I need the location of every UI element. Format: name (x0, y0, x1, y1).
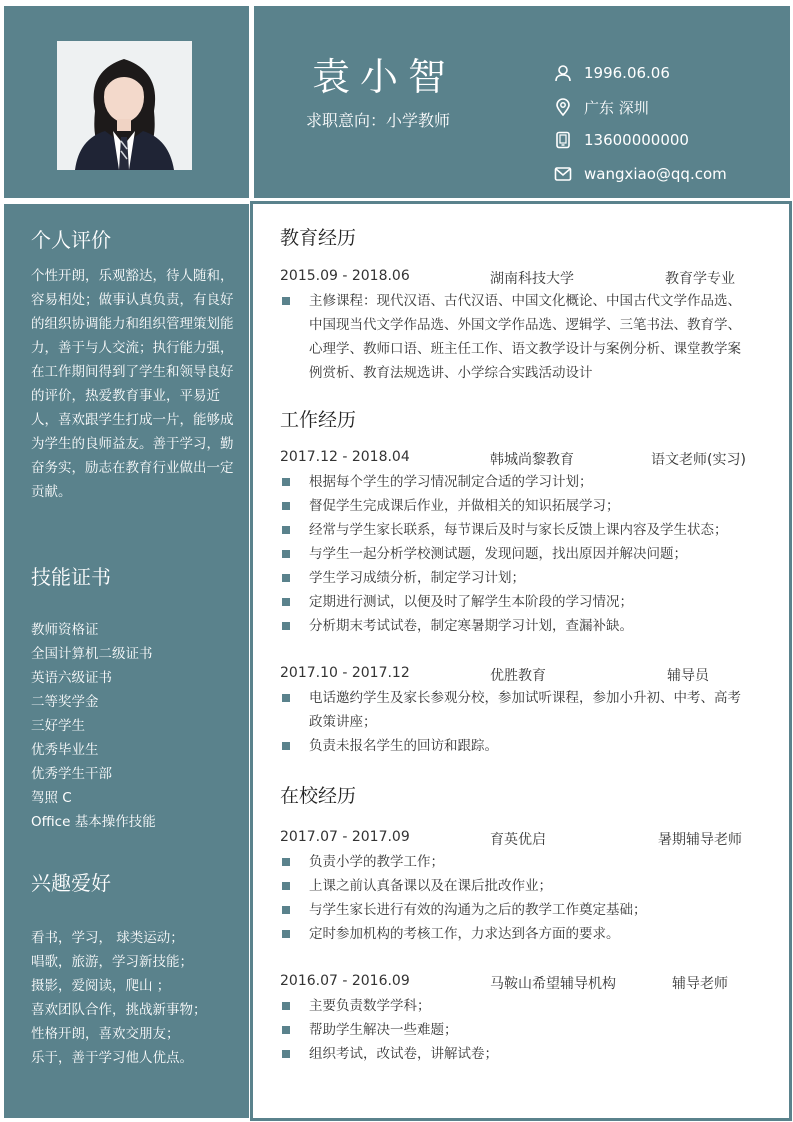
school-entry-header (280, 829, 750, 849)
skill-item: Office 基本操作技能 (31, 814, 156, 830)
phone-icon (554, 131, 572, 149)
skills-list (31, 618, 156, 834)
email-text: wangxiao@qq.com (584, 165, 727, 183)
list-item: 与学生家长进行有效的沟通为之后的教学工作奠定基础； (282, 898, 752, 922)
list-item: 主修课程：现代汉语、古代汉语、中国文化概论、中国古代文学作品选、中国现当代文学作品选、外国文学作品选、逻辑学、三笔书法、教育学、心理学、教师口语、班主任工作、语文教学设计与案例分析、课堂教学案例赏析、教育法规选讲、小学综合实践活动设计 (282, 289, 752, 385)
entry-period: 2017.07 - 2017.09 (280, 829, 410, 845)
contact-birthdate (554, 61, 670, 85)
sidebar (4, 204, 249, 1118)
skill-item: 二等奖学金 (31, 694, 99, 710)
header-panel (254, 6, 790, 198)
avatar (57, 41, 192, 170)
list-item: 负责小学的教学工作； (282, 850, 752, 874)
contact-location (554, 95, 649, 119)
skill-item: 英语六级证书 (31, 670, 112, 686)
entry-org: 育英优启 (490, 832, 546, 848)
location-text: 广东 深圳 (584, 98, 649, 117)
list-item: 主要负责数学学科； (282, 994, 752, 1018)
skill-item: 优秀毕业生 (31, 742, 99, 758)
list-item: 组织考试，改试卷，讲解试卷； (282, 1042, 752, 1066)
skill-item: 全国计算机二级证书 (31, 646, 153, 662)
skill-item: 驾照 C (31, 790, 72, 806)
hobby-item: 看书，学习， 球类运动； (31, 930, 184, 946)
school-entry-header (280, 973, 750, 993)
list-item: 学生学习成绩分析，制定学习计划； (282, 566, 752, 590)
hobbies-list (31, 926, 207, 1070)
hobby-item: 摄影，爱阅读，爬山 ； (31, 978, 171, 994)
contact-phone (554, 128, 689, 152)
phone-text: 13600000000 (584, 131, 689, 149)
list-item: 督促学生完成课后作业，并做相关的知识拓展学习； (282, 494, 752, 518)
work-title: 工作经历 (280, 409, 357, 431)
hobbies-title: 兴趣爱好 (31, 871, 111, 895)
school-bullets (282, 850, 752, 946)
entry-role: 暑期辅导老师 (658, 832, 742, 848)
entry-period: 2017.10 - 2017.12 (280, 665, 410, 681)
entry-role: 辅导员 (667, 668, 709, 684)
candidate-name: 袁小智 (312, 55, 457, 99)
education-title: 教育经历 (280, 227, 357, 249)
entry-org: 湖南科技大学 (490, 271, 574, 287)
birthdate-text: 1996.06.06 (584, 64, 670, 82)
skill-item: 优秀学生干部 (31, 766, 112, 782)
work-bullets (282, 686, 752, 758)
work-entry-header (280, 449, 750, 469)
entry-period: 2016.07 - 2016.09 (280, 973, 410, 989)
entry-period: 2017.12 - 2018.04 (280, 449, 410, 465)
hobby-item: 性格开朗，喜欢交朋友； (31, 1026, 180, 1042)
list-item: 经常与学生家长联系，每节课后及时与家长反馈上课内容及学生状态； (282, 518, 752, 542)
job-intent: 求职意向：小学教师 (306, 111, 451, 130)
entry-org: 韩城尚黎教育 (490, 452, 574, 468)
skill-item: 三好学生 (31, 718, 85, 734)
work-bullets (282, 470, 752, 638)
photo-panel (4, 6, 249, 198)
entry-role: 语文老师(实习) (651, 452, 746, 468)
person-icon (554, 64, 572, 82)
list-item: 与学生一起分析学校测试题，发现问题，找出原因并解决问题； (282, 542, 752, 566)
evaluation-title: 个人评价 (31, 228, 111, 252)
education-entry-header (280, 268, 750, 288)
list-item: 负责未报名学生的回访和跟踪。 (282, 734, 752, 758)
skill-item: 教师资格证 (31, 622, 99, 638)
evaluation-text: 个性开朗，乐观豁达，待人随和，容易相处；做事认真负责，有良好的组织协调能力和组织管理策划能力，善于与人交流；执行能力强，在工作期间得到了学生和领导良好的评价，热爱教育事业，平易近人，喜欢跟学生打成一片，能够成为学生的良师益友。善于学习，勤奋务实，励志在教育行业做出一定贡献。 (31, 268, 234, 500)
list-item: 电话邀约学生及家长参观分校，参加试听课程，参加小升初、中考、高考政策讲座； (282, 686, 752, 734)
list-item: 帮助学生解决一些难题； (282, 1018, 752, 1042)
education-bullets (282, 289, 752, 385)
entry-role: 辅导老师 (672, 976, 728, 992)
entry-org: 优胜教育 (490, 668, 546, 684)
school-title: 在校经历 (280, 785, 357, 807)
skills-title: 技能证书 (31, 565, 111, 589)
hobby-item: 喜欢团队合作，挑战新事物； (31, 1002, 207, 1018)
hobby-item: 乐于，善于学习他人优点。 (31, 1050, 193, 1066)
list-item: 分析期末考试试卷，制定寒暑期学习计划，查漏补缺。 (282, 614, 752, 638)
list-item: 根据每个学生的学习情况制定合适的学习计划； (282, 470, 752, 494)
list-item: 定期进行测试，以便及时了解学生本阶段的学习情况； (282, 590, 752, 614)
hobby-item: 唱歌，旅游，学习新技能； (31, 954, 193, 970)
list-item: 上课之前认真备课以及在课后批改作业； (282, 874, 752, 898)
school-bullets (282, 994, 752, 1066)
list-item: 定时参加机构的考核工作，力求达到各方面的要求。 (282, 922, 752, 946)
entry-role: 教育学专业 (665, 271, 735, 287)
entry-period: 2015.09 - 2018.06 (280, 268, 410, 284)
contact-email (554, 162, 727, 186)
work-entry-header (280, 665, 750, 685)
location-pin-icon (554, 98, 572, 116)
entry-org: 马鞍山希望辅导机构 (490, 976, 616, 992)
mail-icon (554, 165, 572, 183)
